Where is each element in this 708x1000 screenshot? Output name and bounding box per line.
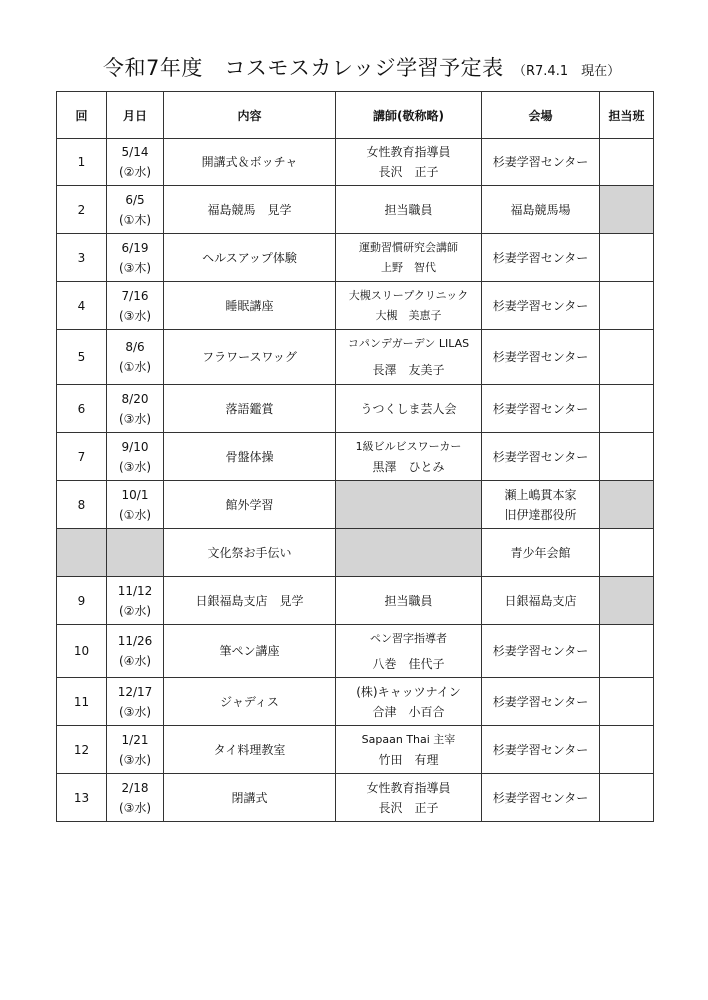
weekday-text: (①木) (118, 212, 152, 227)
row-lecturer (336, 678, 482, 726)
col-header-no: 回 (57, 92, 107, 139)
date-text: 8/20 (121, 391, 149, 406)
lecturer-line: コパンデガーデン LILAS (347, 337, 470, 350)
row-lecturer (336, 529, 482, 577)
lecturer-line: (株)キャッツナイン (356, 684, 461, 699)
title-row (0, 48, 708, 88)
row-content: 睡眠講座 (164, 282, 336, 330)
row-no: 4 (57, 282, 107, 330)
col-header-venue: 会場 (482, 92, 600, 139)
row-date (107, 282, 164, 330)
row-group (600, 139, 654, 186)
row-venue: 杉妻学習センター (482, 433, 600, 481)
lecturer-line: 1級ビルビスワーカー (355, 439, 462, 453)
page-title: 令和7年度 コスモスカレッジ学習予定表 (103, 56, 504, 80)
weekday-text: (③水) (118, 459, 152, 474)
row-lecturer (336, 282, 482, 330)
row-no: 6 (57, 385, 107, 433)
row-venue: 杉妻学習センター (482, 678, 600, 726)
date-text: 6/19 (121, 240, 149, 255)
weekday-text: (④水) (118, 654, 152, 668)
lecturer-line: 女性教育指導員 (366, 780, 451, 795)
as-of-date: （R7.4.1 現在） (513, 64, 621, 79)
row-venue (482, 481, 600, 529)
date-text: 8/6 (125, 340, 145, 354)
date-text: 6/5 (125, 192, 145, 207)
weekday-text: (③木) (118, 260, 152, 275)
row-no: 7 (57, 433, 107, 481)
row-content: ジャディス (164, 678, 336, 726)
row-content: 日銀福島支店 見学 (164, 577, 336, 625)
weekday-text: (③水) (118, 800, 152, 815)
venue-line: 瀬上嶋貫本家 (504, 487, 577, 502)
row-content: 落語鑑賞 (164, 385, 336, 433)
row-lecturer (336, 433, 482, 481)
table-row (57, 774, 654, 822)
row-no: 11 (57, 678, 107, 726)
weekday-text: (①水) (118, 507, 152, 522)
row-venue: 杉妻学習センター (482, 330, 600, 385)
row-date (107, 234, 164, 282)
table-row (57, 577, 654, 625)
table-row (57, 330, 654, 385)
row-no: 10 (57, 625, 107, 678)
row-date (107, 577, 164, 625)
row-no (57, 529, 107, 577)
row-lecturer (336, 625, 482, 678)
lecturer-line: 竹田 有理 (378, 752, 439, 767)
row-content: 骨盤体操 (164, 433, 336, 481)
weekday-text: (③水) (118, 308, 152, 323)
row-content: ヘルスアップ体験 (164, 234, 336, 282)
row-date (107, 385, 164, 433)
row-venue: 杉妻学習センター (482, 139, 600, 186)
table-row (57, 625, 654, 678)
lecturer-line: 長沢 正子 (378, 800, 439, 815)
lecturer-line: Sapaan Thai 主宰 (361, 732, 456, 746)
row-venue: 青少年会館 (482, 529, 600, 577)
row-lecturer (336, 726, 482, 774)
row-date (107, 726, 164, 774)
row-group (600, 726, 654, 774)
row-content: フラワースワッグ (164, 330, 336, 385)
row-venue: 杉妻学習センター (482, 726, 600, 774)
row-venue: 杉妻学習センター (482, 385, 600, 433)
row-no: 2 (57, 186, 107, 234)
row-group (600, 433, 654, 481)
lecturer-line: 大槻スリープクリニック (348, 288, 469, 302)
lecturer-line: 長澤 友美子 (372, 363, 445, 377)
col-header-date: 月日 (107, 92, 164, 139)
table-row (57, 726, 654, 774)
row-group (600, 234, 654, 282)
date-text: 5/14 (121, 145, 149, 159)
table-row (57, 529, 654, 577)
row-content: 開講式＆ボッチャ (164, 139, 336, 186)
weekday-text: (②水) (118, 603, 152, 618)
date-text: 2/18 (121, 780, 149, 795)
row-lecturer (336, 774, 482, 822)
weekday-text: (③水) (118, 704, 152, 719)
row-venue: 杉妻学習センター (482, 282, 600, 330)
row-no: 13 (57, 774, 107, 822)
row-no: 3 (57, 234, 107, 282)
schedule-table (56, 91, 654, 822)
row-group (600, 678, 654, 726)
row-content: 文化祭お手伝い (164, 529, 336, 577)
row-lecturer (336, 330, 482, 385)
date-text: 9/10 (121, 439, 149, 454)
row-date (107, 678, 164, 726)
row-group (600, 330, 654, 385)
row-group (600, 481, 654, 529)
row-content: 福島競馬 見学 (164, 186, 336, 234)
col-header-group: 担当班 (600, 92, 654, 139)
date-text: 12/17 (117, 684, 153, 699)
row-content: 筆ペン講座 (164, 625, 336, 678)
date-text: 11/26 (117, 634, 153, 648)
weekday-text: (②水) (118, 165, 152, 179)
row-content: 閉講式 (164, 774, 336, 822)
row-group (600, 385, 654, 433)
row-date (107, 529, 164, 577)
table-row (57, 678, 654, 726)
weekday-text: (③水) (118, 752, 152, 767)
venue-line: 旧伊達郡役所 (504, 507, 577, 522)
row-group (600, 577, 654, 625)
row-venue: 福島競馬場 (482, 186, 600, 234)
row-lecturer (336, 481, 482, 529)
row-no: 1 (57, 139, 107, 186)
date-text: 11/12 (117, 583, 153, 598)
date-text: 1/21 (121, 732, 149, 747)
date-text: 10/1 (121, 487, 149, 502)
row-date (107, 139, 164, 186)
table-row (57, 433, 654, 481)
row-date (107, 330, 164, 385)
row-no: 9 (57, 577, 107, 625)
row-content: タイ料理教室 (164, 726, 336, 774)
lecturer-line: 八巻 佳代子 (372, 656, 445, 671)
row-lecturer (336, 234, 482, 282)
table-row (57, 139, 654, 186)
col-header-content: 内容 (164, 92, 336, 139)
row-no: 8 (57, 481, 107, 529)
row-group (600, 186, 654, 234)
row-lecturer: 担当職員 (336, 186, 482, 234)
lecturer-line: 長沢 正子 (378, 165, 439, 179)
table-row (57, 282, 654, 330)
row-venue: 杉妻学習センター (482, 625, 600, 678)
lecturer-line: 黒澤 ひとみ (372, 459, 445, 474)
row-date (107, 625, 164, 678)
lecturer-line: 女性教育指導員 (366, 145, 451, 159)
table-row (57, 186, 654, 234)
lecturer-line: 合津 小百合 (372, 704, 445, 719)
row-date (107, 433, 164, 481)
col-header-lecturer: 講師(敬称略) (336, 92, 482, 139)
row-group (600, 529, 654, 577)
weekday-text: (③水) (118, 411, 152, 426)
row-no: 12 (57, 726, 107, 774)
table-row (57, 234, 654, 282)
row-no: 5 (57, 330, 107, 385)
row-date (107, 481, 164, 529)
row-date (107, 186, 164, 234)
row-date (107, 774, 164, 822)
header-row (57, 92, 654, 139)
weekday-text: (①水) (118, 360, 152, 374)
row-group (600, 625, 654, 678)
row-venue: 日銀福島支店 (482, 577, 600, 625)
row-content: 館外学習 (164, 481, 336, 529)
table-row (57, 385, 654, 433)
lecturer-line: 大槻 美恵子 (375, 308, 442, 322)
row-venue: 杉妻学習センター (482, 774, 600, 822)
row-lecturer: 担当職員 (336, 577, 482, 625)
lecturer-line: 上野 智代 (381, 260, 436, 274)
lecturer-line: 運動習慣研究会講師 (359, 240, 458, 254)
table-row (57, 481, 654, 529)
row-group (600, 774, 654, 822)
lecturer-line: ペン習字指導者 (370, 631, 447, 645)
row-group (600, 282, 654, 330)
date-text: 7/16 (121, 288, 149, 303)
row-lecturer: うつくしま芸人会 (336, 385, 482, 433)
row-lecturer (336, 139, 482, 186)
row-venue: 杉妻学習センター (482, 234, 600, 282)
